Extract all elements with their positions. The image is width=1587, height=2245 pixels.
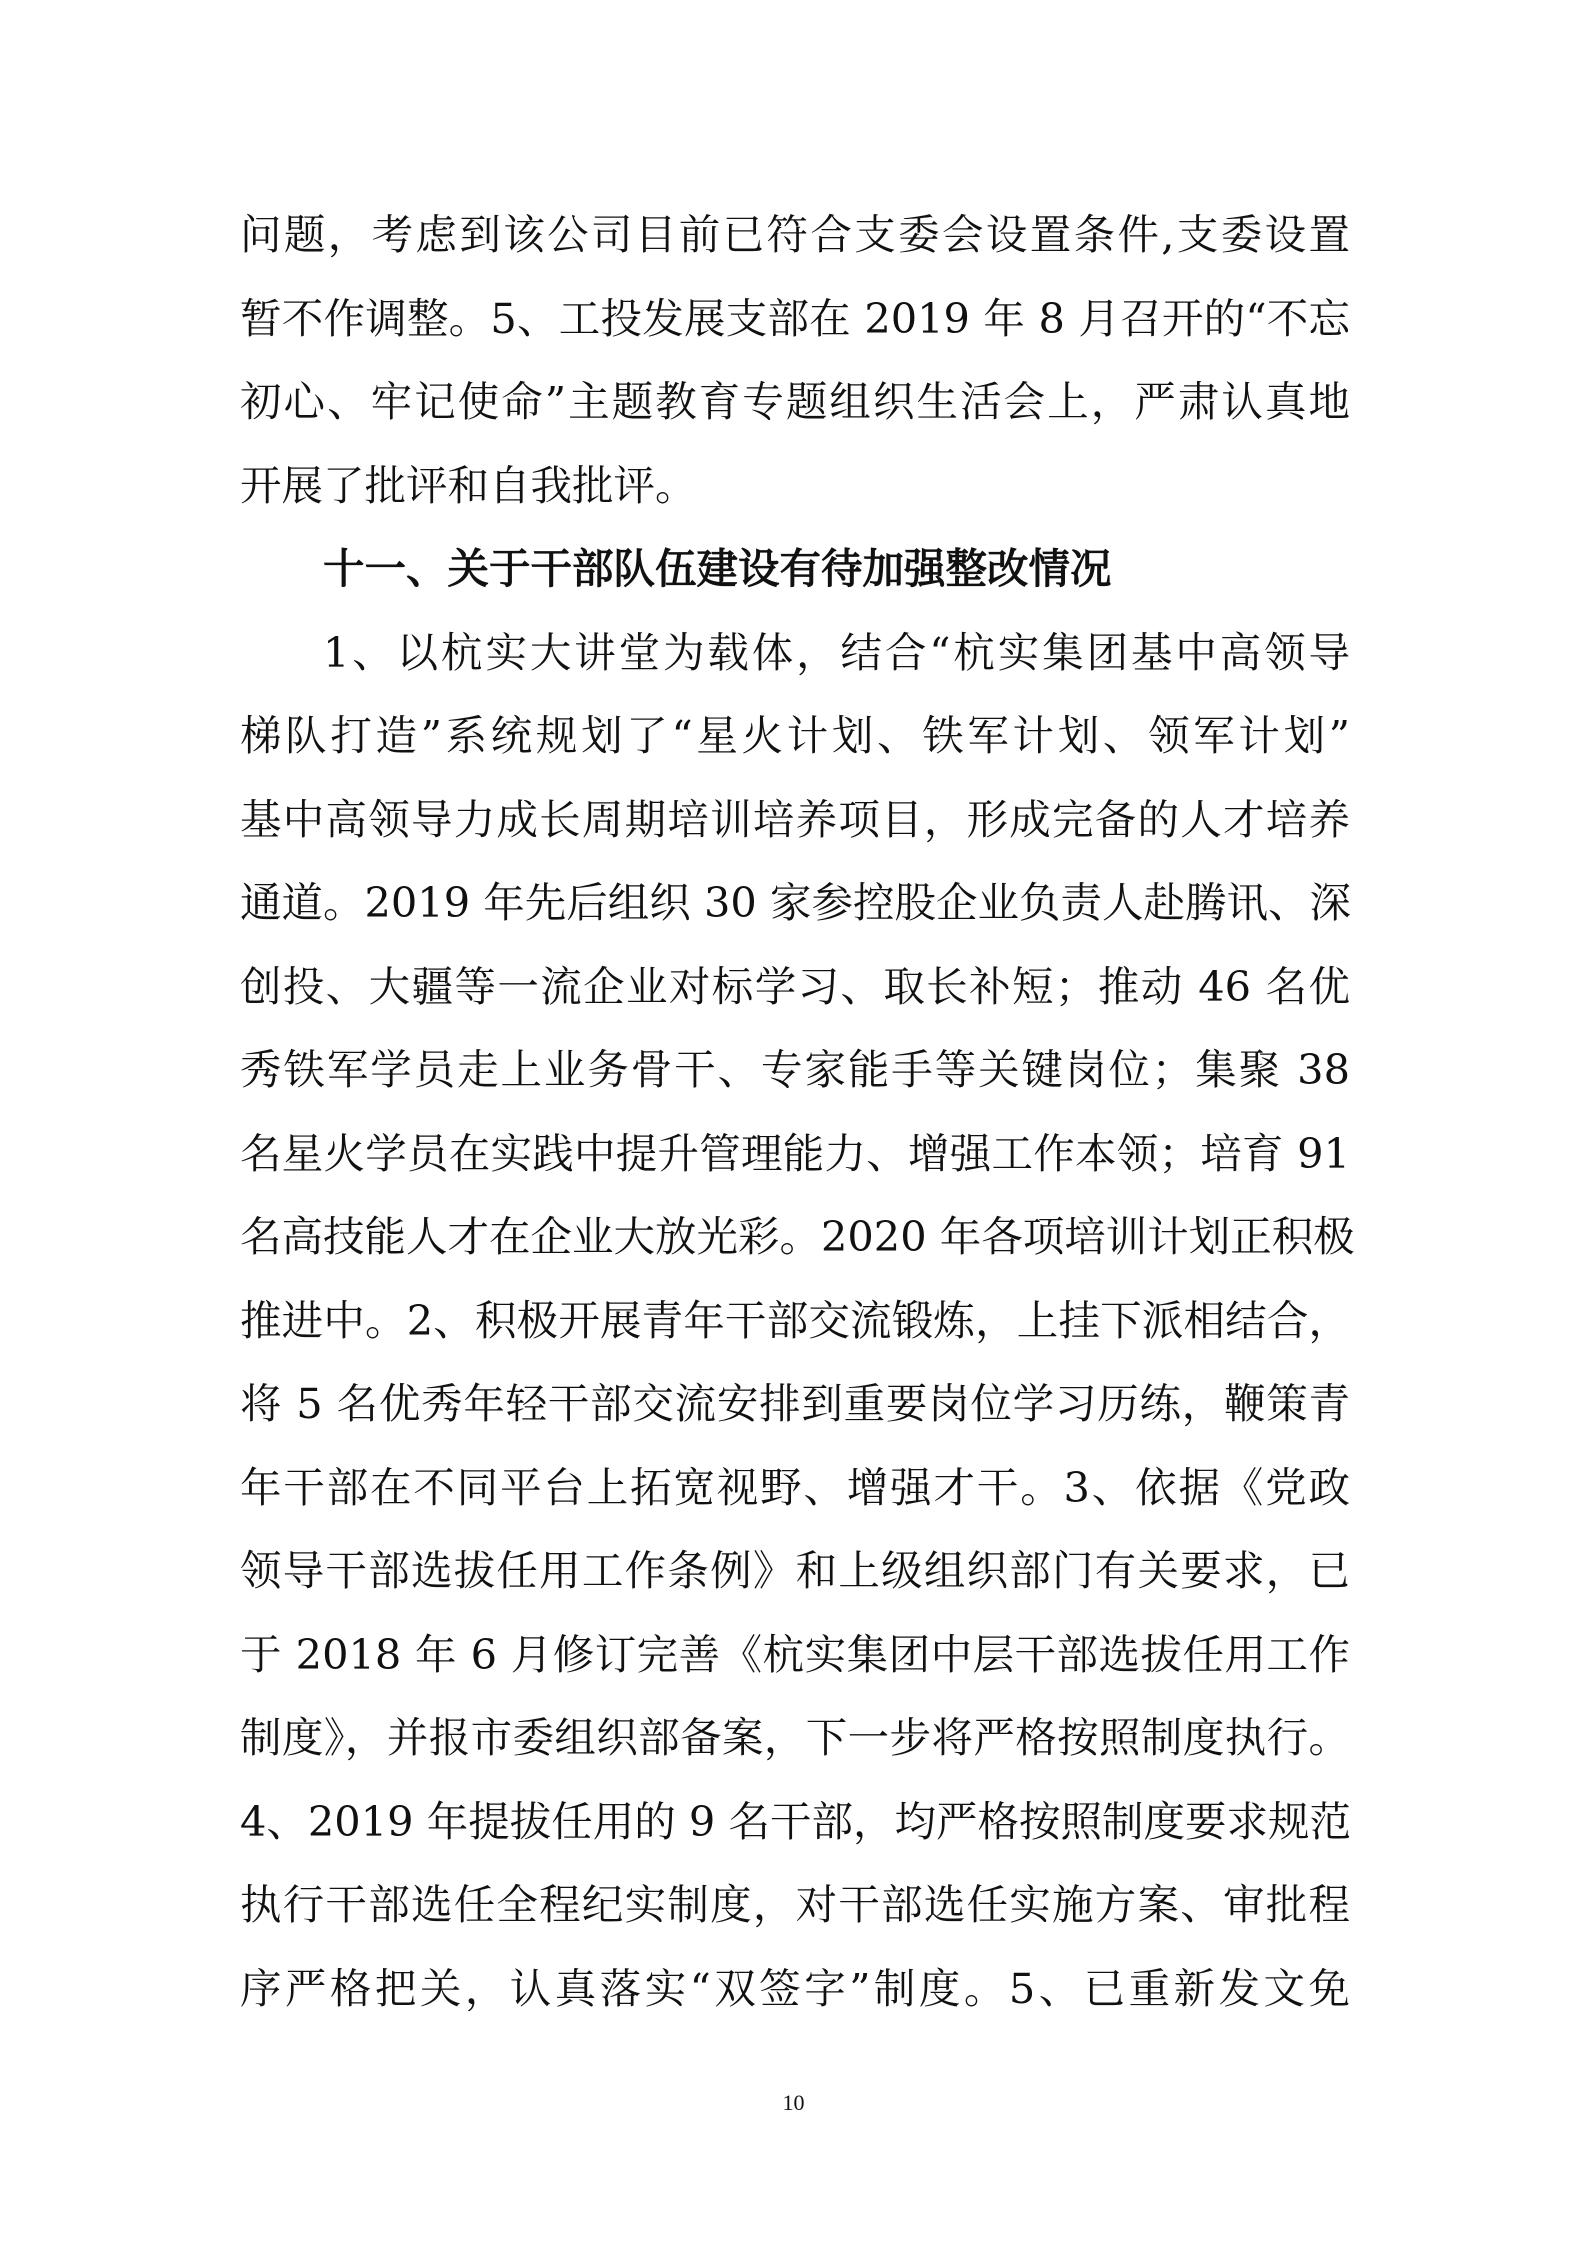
- section-heading: 十一、关于干部队伍建设有待加强整改情况: [323, 544, 1112, 593]
- page-number: 10: [782, 2090, 805, 2115]
- text-line: 创投、大疆等一流企业对标学习、取长补短；推动 46 名优: [240, 961, 1350, 1011]
- text-line: 推进中。2、积极开展青年干部交流锻炼，上挂下派相结合，: [240, 1295, 1350, 1345]
- text-line: 1、以杭实大讲堂为载体，结合“杭实集团基中高领导: [323, 627, 1350, 677]
- text-line: 初心、牢记使命”主题教育专题组织生活会上，严肃认真地: [240, 377, 1350, 426]
- text-line: 梯队打造”系统规划了“星火计划、铁军计划、领军计划”: [240, 711, 1350, 760]
- text-line: 将 5 名优秀年轻干部交流安排到重要岗位学习历练，鞭策青: [240, 1379, 1350, 1428]
- text-line: 名星火学员在实践中提升管理能力、增强工作本领；培育 91: [240, 1128, 1350, 1178]
- text-line: 制度》，并报市委组织部备案，下一步将严格按照制度执行。: [240, 1713, 1350, 1762]
- text-line: 暂不作调整。5、工投发展支部在 2019 年 8 月召开的“不忘: [240, 293, 1350, 343]
- text-line: 于 2018 年 6 月修订完善《杭实集团中层干部选拔任用工作: [240, 1629, 1350, 1679]
- text-line: 开展了批评和自我批评。: [240, 460, 697, 510]
- text-line: 序严格把关，认真落实“双签字”制度。5、已重新发文免: [240, 1963, 1350, 2013]
- text-line: 年干部在不同平台上拓宽视野、增强才干。3、依据《党政: [240, 1462, 1350, 1512]
- text-line: 4、2019 年提拔任用的 9 名干部，均严格按照制度要求规范: [240, 1796, 1351, 1846]
- text-line: 领导干部选拔任用工作条例》和上级组织部门有关要求，已: [240, 1546, 1350, 1595]
- text-line: 名高技能人才在企业大放光彩。2020 年各项培训计划正积极: [240, 1212, 1355, 1261]
- text-line: 问题，考虑到该公司目前已符合支委会设置条件,支委设置: [240, 210, 1350, 259]
- text-line: 秀铁军学员走上业务骨干、专家能手等关键岗位；集聚 38: [240, 1045, 1350, 1094]
- text-line: 执行干部选任全程纪实制度，对干部选任实施方案、审批程: [240, 1880, 1350, 1929]
- body-text: [240, 193, 1355, 2030]
- text-line: 基中高领导力成长周期培训培养项目，形成完备的人才培养: [240, 794, 1350, 844]
- text-line: 通道。2019 年先后组织 30 家参控股企业负责人赴腾讯、深: [240, 878, 1351, 927]
